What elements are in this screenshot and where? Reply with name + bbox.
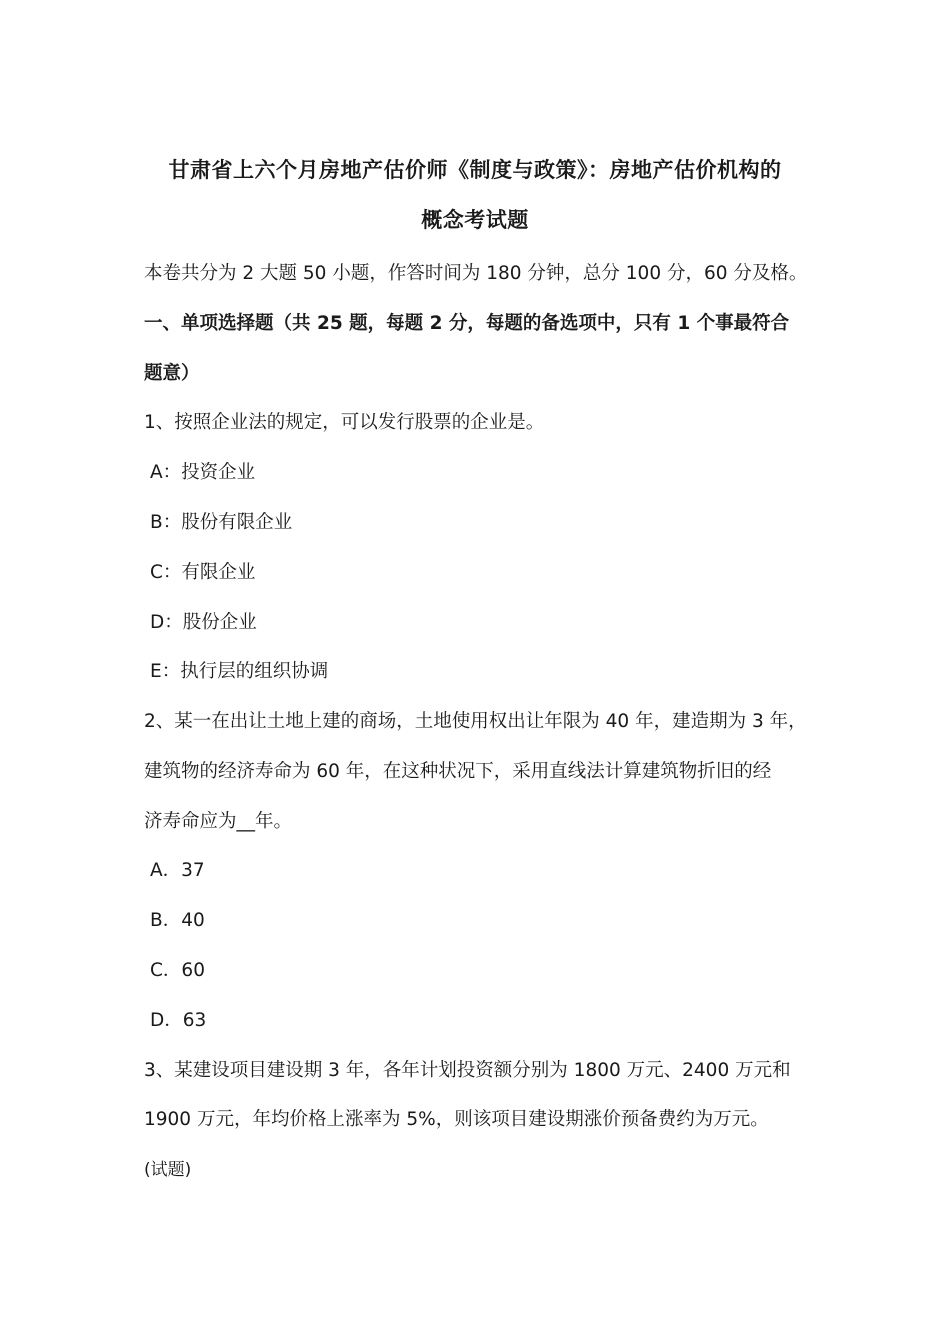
exam-intro: 本卷共分为 2 大题 50 小题，作答时间为 180 分钟，总分 100 分，60 分及格。 (144, 263, 808, 284)
question-2-text-line-2: 建筑物的经济寿命为 60 年，在这种状况下，采用直线法计算建筑物折旧的经 (144, 761, 772, 782)
document-title-line-1: 甘肃省上六个月房地产估价师《制度与政策》：房地产估价机构的 (168, 158, 782, 182)
question-3-text-line-3: (试题) (144, 1160, 192, 1180)
question-1-option-a: A：投资企业 (150, 462, 256, 483)
question-2-text-line-1: 2、某一在出让土地上建的商场，土地使用权出让年限为 40 年，建造期为 3 年， (144, 711, 807, 732)
question-1-text: 1、按照企业法的规定，可以发行股票的企业是。 (144, 412, 545, 433)
question-2-option-a: A．37 (150, 860, 205, 881)
question-2-option-b: B．40 (150, 910, 205, 931)
question-3-text-line-1: 3、某建设项目建设期 3 年，各年计划投资额分别为 1800 万元、2400 万元和 (144, 1060, 791, 1081)
question-1-option-d: D：股份企业 (150, 612, 257, 633)
section-heading-line-2: 题意） (144, 363, 200, 384)
question-2-option-d: D．63 (150, 1010, 207, 1031)
question-1-option-b: B：股份有限企业 (150, 512, 293, 533)
question-1-option-c: C：有限企业 (150, 562, 256, 583)
question-2-option-c: C．60 (150, 960, 205, 981)
question-3-text-line-2: 1900 万元，年均价格上涨率为 5%，则该项目建设期涨价预备费约为万元。 (144, 1109, 769, 1130)
question-2-text-line-3: 济寿命应为__年。 (144, 811, 293, 832)
question-1-option-e: E：执行层的组织协调 (150, 661, 329, 682)
section-heading-line-1: 一、单项选择题（共 25 题，每题 2 分，每题的备选项中，只有 1 个事最符合 (144, 313, 790, 334)
document-title-line-2: 概念考试题 (421, 208, 529, 232)
